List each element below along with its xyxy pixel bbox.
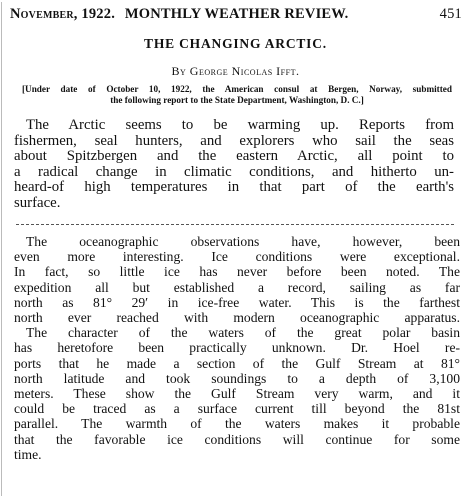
- paragraph-line: The character of the waters of the great polar basin: [26, 325, 460, 341]
- paragraph-line: even more interesting. Ice conditions were exceptional.: [14, 249, 460, 265]
- paragraph-line: north ever reached with modern oceanographic apparatus.: [14, 310, 460, 326]
- paragraph-line: could be traced as a surface current till beyond the 81st: [14, 401, 460, 417]
- running-header: [10, 6, 462, 23]
- paragraph-1: [14, 118, 454, 212]
- article-byline: By George Nicolas Ifft.: [171, 64, 300, 78]
- paragraph-line: ports that he made a section of the Gulf Stream at 81°: [14, 355, 460, 371]
- paragraph-line: parallel. The warmth of the waters makes it probable: [14, 416, 460, 432]
- paragraph-line: In fact, so little ice has never before been noted. The: [14, 264, 460, 280]
- paragraph-line: has heretofore been practically unknown. Dr. Hoel re-: [14, 340, 460, 356]
- paragraph-line: north as 81° 29′ in ice-free water. This is the farthest: [14, 294, 460, 310]
- paragraph-2: [14, 234, 460, 462]
- paragraph-line: expedition all but established a record, sailing as far: [14, 279, 460, 295]
- note-line: the following report to the State Department, Washington, D. C.]: [110, 94, 364, 105]
- paragraph-line: that the favorable ice conditions will continue for some: [14, 431, 460, 447]
- header-page-number: 451: [439, 6, 462, 22]
- paragraph-line: fishermen, seal hunters, and explorers who sail the seas: [14, 132, 454, 149]
- paragraph-line: a radical change in climatic conditions, and hitherto un-: [14, 163, 454, 180]
- paragraph-line: The Arctic seems to be warming up. Reports from: [26, 117, 454, 133]
- paragraph-line: time.: [14, 446, 42, 462]
- paragraph-line: meters. These show the Gulf Stream very warm, and it: [14, 386, 460, 402]
- paragraph-line: north latitude and took soundings to a depth of 3,100: [14, 370, 460, 386]
- header-date: November, 1922.: [10, 6, 116, 22]
- header-journal-title: MONTHLY WEATHER REVIEW.: [124, 6, 349, 22]
- section-divider: [16, 224, 454, 225]
- paragraph-line: The oceanographic observations have, however, been: [26, 234, 460, 249]
- editorial-note: [22, 84, 452, 105]
- paragraph-line: about Spitzbergen and the eastern Arctic, all point to: [14, 148, 454, 165]
- article-title: THE CHANGING ARCTIC.: [144, 36, 327, 51]
- paragraph-line: surface.: [14, 194, 61, 211]
- paragraph-line: heard-of high temperatures in that part of the earth's: [14, 179, 454, 196]
- note-line: [Under date of October 10, 1922, the American consul at Bergen, Norway, submitted: [22, 84, 452, 94]
